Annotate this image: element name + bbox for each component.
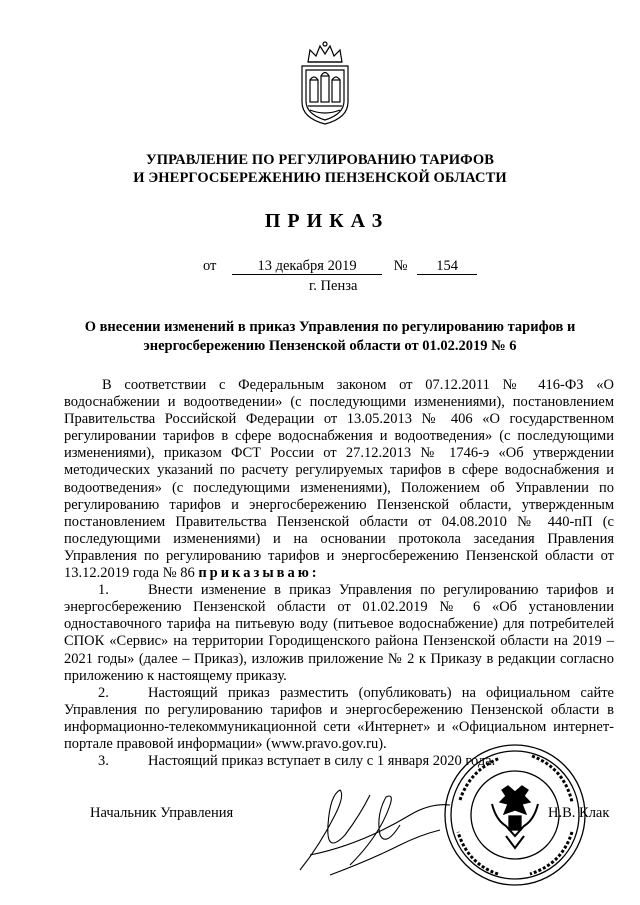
item-number: 3. xyxy=(98,753,109,770)
handwritten-signature xyxy=(290,775,460,885)
document-number: 154 xyxy=(417,259,477,275)
subject-line2: энергосбережению Пензенской области от 01.02.2019 № 6 xyxy=(143,338,517,354)
date-prefix: от xyxy=(203,258,217,274)
order-item-1 xyxy=(64,582,614,685)
coat-of-arms-emblem xyxy=(296,40,354,126)
signatory-title: Начальник Управления xyxy=(90,805,234,821)
item-text: Внести изменение в приказ Управления по регулированию тарифов и энергосбережению Пензенской области от 01.02.2019 № 6 «Об установлении одноставочного тарифа на питьевую воду (питьевое водоснабжение) для потребителей СПОК «Сервис» на территории Городищенского района Пензенской области на 2019 – 2021 годы» (далее – Приказ), изложив приложение № 2 к Приказу в редакции согласно приложению к настоящему приказу. xyxy=(64,582,614,684)
item-number: 1. xyxy=(98,582,109,599)
preamble-text: В соответствии с Федеральным законом от 07.12.2011 № 416-ФЗ «О водоснабжении и водоотведении» (с последующими изменениями), постановлением Правительства Российской Федерации от 13.05.2013 № 406 «О государственном регулировании тарифов в сфере водоснабжения и водоотведения» (с последующими изменениями), приказом ФСТ России от 27.12.2013 № 1746-э «Об утверждении методических указаний по расчету регулируемых тарифов в сфере водоснабжения и водоотведения» (с последующими изменениями), Положением об Управлении по регулированию тарифов и энергосбережению Пензенской области, утвержденным постановлением Правительства Пензенской области от 04.08.2010 № 440-пП (с последующими изменениями) и на основании протокола заседания Правления Управления по регулированию тарифов и энергосбережению Пензенской области от 13.12.2019 года № 86 xyxy=(64,377,614,582)
document-subject xyxy=(64,318,596,356)
document-body xyxy=(64,377,614,770)
subject-line1: О внесении изменений в приказ Управления по регулированию тарифов и xyxy=(84,319,576,335)
item-text: Настоящий приказ вступает в силу с 1 января 2020 года. xyxy=(148,753,496,770)
number-sign: № xyxy=(393,258,408,274)
signatory-name: Н.В. Клак xyxy=(548,805,610,821)
organization-name-line1: УПРАВЛЕНИЕ ПО РЕГУЛИРОВАНИЮ ТАРИФОВ xyxy=(145,152,495,168)
item-text: Настоящий приказ разместить (опубликовать) на официальном сайте Управления по регулированию тарифов и энергосбережению Пензенской области в информационно-телекоммуникационной сети «Интернет» и «Официальном интернет-портале правовой информации» (www.pravo.gov.ru). xyxy=(64,684,614,752)
date-number-line xyxy=(203,258,477,275)
preamble-paragraph xyxy=(64,377,614,582)
organization-name-line2: И ЭНЕРГОСБЕРЕЖЕНИЮ ПЕНЗЕНСКОЙ ОБЛАСТИ xyxy=(133,170,507,186)
order-word: приказываю: xyxy=(198,565,320,582)
document-date: 13 декабря 2019 xyxy=(232,259,382,275)
item-number: 2. xyxy=(98,684,109,701)
city-name: г. Пенза xyxy=(309,278,358,294)
document-type-title: ПРИКАЗ xyxy=(264,210,390,232)
